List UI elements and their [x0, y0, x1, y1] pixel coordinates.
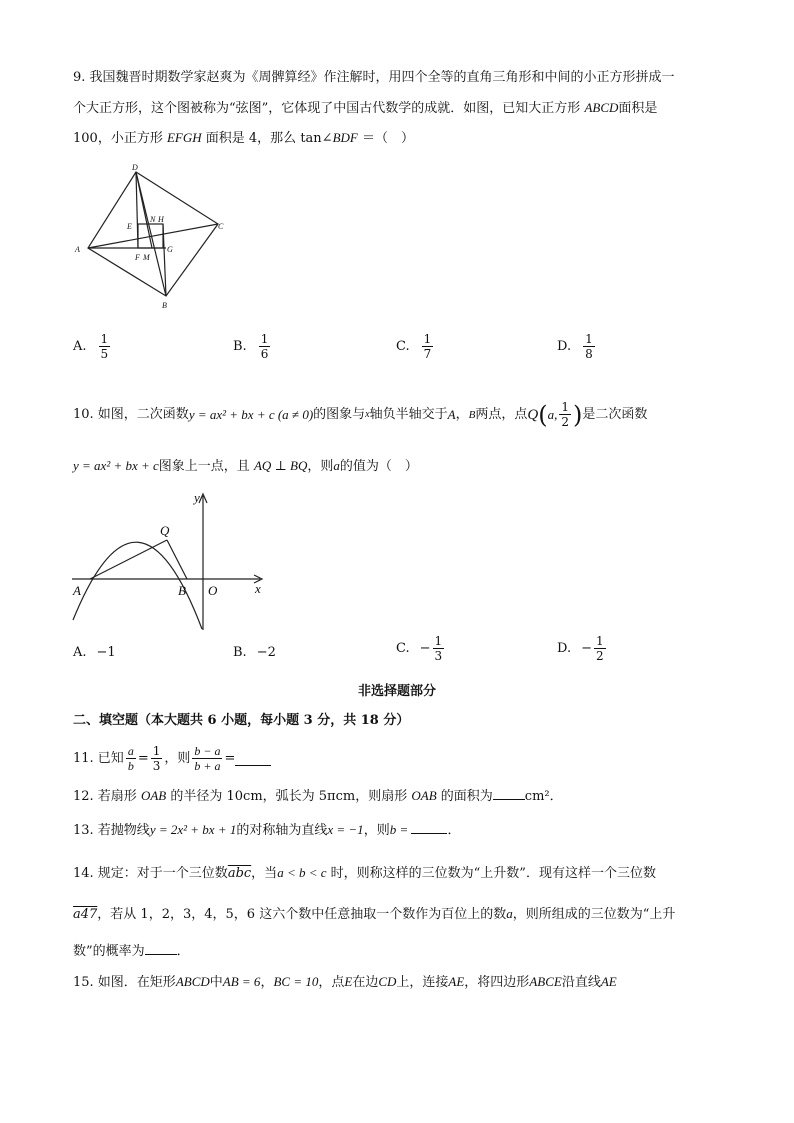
q10-option-d[interactable]: D. − $\frac{1}{2}$	[557, 634, 604, 663]
q9-option-c[interactable]: C. $\frac{1}{7}$	[396, 332, 432, 361]
q14-answer-blank[interactable]	[145, 942, 177, 955]
q9-option-b[interactable]: B. $\frac{1}{6}$	[233, 332, 269, 361]
q15: 15. 如图．在矩形ABCD中AB = 6，BC = 10，点E在边CD上，连接AE，将四边形ABCE沿直线AE	[73, 974, 617, 990]
q9-label-F: F	[135, 253, 140, 262]
q10-figure	[68, 490, 273, 635]
q12: 12. 若扇形 OAB 的半径为 10cm，弧长为 5πcm，则扇形 OAB 的面积为 cm²．	[73, 788, 563, 804]
q9-label-B: B	[162, 301, 167, 310]
q9-line1: 9. 我国魏晋时期数学家赵爽为《周髀算经》作注解时，用四个全等的直角三角形和中间的小正方形拼成一	[73, 70, 675, 85]
q14-line3: 数”的概率为 ．	[73, 944, 190, 959]
q9-line2: 个大正方形，这个图被称为“弦图”，它体现了中国古代数学的成就．如图，已知大正方形 ABCD面积是	[73, 100, 658, 116]
q14-line2: a47，若从 1，2，3，4，5，6 这六个数中任意抽取一个数作为百位上的数a，则所组成的三位数为“上升	[73, 906, 676, 922]
q9-figure	[70, 162, 240, 312]
q9-label-D: D	[132, 163, 138, 172]
q9-label-M: M	[143, 253, 150, 262]
q10-line1: 10. 如图，二次函数 y = ax² + bx + c (a ≠ 0) 的图象与 x 轴负半轴交于 A ， B 两点，点 Q ( a, $\frac{1}{2}$ ) 是二次函数	[73, 400, 648, 429]
q10-label-y: y	[194, 490, 200, 505]
q10-line2: y = ax² + bx + c图象上一点，且 AQ ⊥ BQ，则a的值为（ ）	[73, 458, 418, 474]
q11-answer-blank[interactable]	[235, 751, 271, 766]
q9-label-E: E	[127, 222, 132, 231]
q10-option-b[interactable]: B. −2	[233, 645, 276, 660]
q10-option-a[interactable]: A. −1	[73, 645, 116, 660]
q10-label-O: O	[208, 583, 218, 598]
q10-label-B: B	[178, 583, 186, 598]
q9-label-N: N	[150, 215, 156, 224]
q10-label-x: x	[255, 581, 261, 596]
q11: 11. 已知 $\frac{a}{b}$ = $\frac{1}{3}$ ，则 $\frac{b - a}{b + a}$ =	[73, 744, 271, 773]
q12-answer-blank[interactable]	[493, 787, 525, 800]
q9-option-a[interactable]: A. $\frac{1}{5}$	[73, 332, 109, 361]
q13-answer-blank[interactable]	[411, 821, 447, 834]
q9-option-d[interactable]: D. $\frac{1}{8}$	[557, 332, 593, 361]
part2-title: 二、填空题（本大题共 6 小题，每小题 3 分，共 18 分）	[73, 713, 410, 728]
q10-label-Q: Q	[160, 523, 170, 538]
q10-label-A: A	[73, 583, 81, 598]
q9-line3: 100，小正方形 EFGH 面积是 4，那么 tan∠BDF ＝（ ）	[73, 130, 414, 146]
q9-label-H: H	[158, 215, 164, 224]
q14-line1: 14. 规定：对于一个三位数$\overline{abc}$，当a < b < c 时，则称这样的三位数为“上升数”．现有这样一个三位数	[73, 865, 656, 881]
q9-label-A: A	[75, 245, 80, 254]
q10-option-c[interactable]: C. − $\frac{1}{3}$	[396, 634, 443, 663]
section-title: 非选择题部分	[357, 684, 436, 699]
q9-label-G: G	[167, 245, 173, 254]
q13: 13. 若抛物线y = 2x² + bx + 1的对称轴为直线x = −1，则b = ．	[73, 822, 461, 838]
q9-label-C: C	[218, 222, 224, 231]
